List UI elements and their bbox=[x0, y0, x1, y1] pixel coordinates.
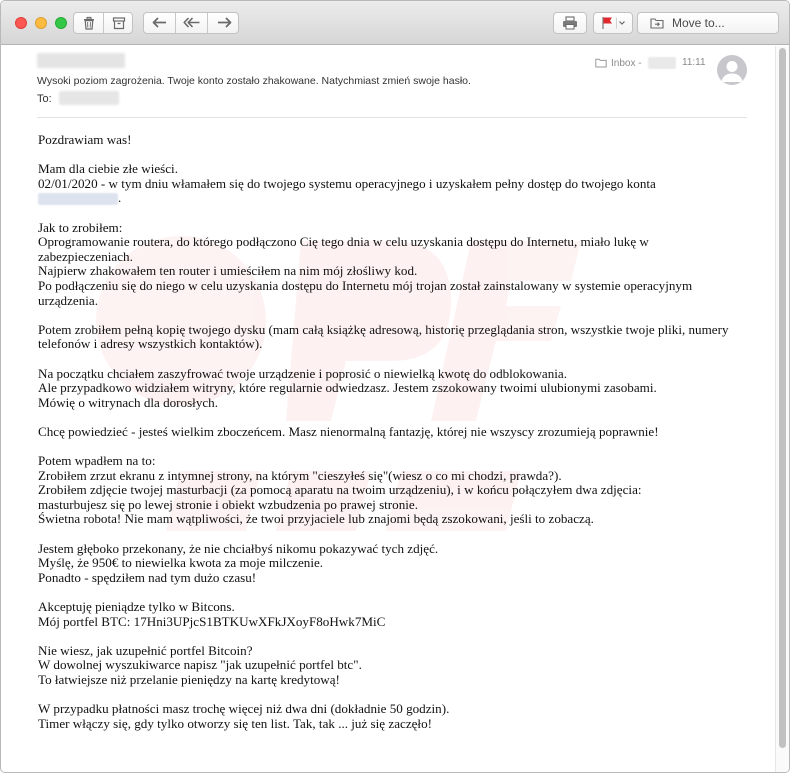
email-text-line: Oprogramowanie routera, do którego podłączono Cię tego dnia w celu uzyskania dostępu do Internetu, miało lukę w bbox=[38, 234, 649, 250]
mailbox-name-redacted bbox=[648, 57, 676, 69]
email-text-line: zabezpieczeniach. bbox=[38, 248, 133, 264]
scrollbar-thumb[interactable] bbox=[779, 48, 786, 748]
email-paragraph bbox=[38, 221, 750, 309]
email-paragraph bbox=[38, 425, 750, 440]
minimize-window-button[interactable] bbox=[35, 17, 47, 29]
email-text-line: Jak to zrobiłem: bbox=[38, 219, 123, 235]
email-text-line-wrapper bbox=[38, 191, 750, 206]
email-paragraph bbox=[38, 600, 750, 629]
email-paragraph bbox=[38, 133, 750, 148]
mailbox-label: Inbox - bbox=[611, 57, 642, 69]
trash-icon bbox=[82, 16, 96, 30]
move-to-label: Move to... bbox=[672, 16, 725, 30]
sender-name-redacted bbox=[37, 53, 125, 68]
email-text-line: Jestem głęboko przekonany, że nie chciałbyś nikomu pokazywać tych zdjęć. bbox=[38, 540, 439, 556]
forward-button[interactable] bbox=[208, 13, 240, 33]
recipient-redacted bbox=[59, 91, 119, 105]
received-time: 11:11 bbox=[682, 57, 706, 68]
delete-button[interactable] bbox=[74, 13, 104, 33]
email-text-line: W przypadku płatności masz trochę więcej niż dwa dni (dokładnie 50 godzin). bbox=[38, 701, 450, 717]
email-text-line: 02/01/2020 - w tym dniu włamałem się do twojego systemu operacyjnego i uzyskałem pełny dostęp do twojego konta bbox=[38, 175, 656, 191]
flag-button[interactable] bbox=[593, 12, 633, 34]
header-divider bbox=[37, 117, 747, 118]
archive-button[interactable] bbox=[104, 13, 134, 33]
email-text-line: Mój portfel BTC: 17Hni3UPjcS1BTKUwXFkJXoyF8oHwk7MiC bbox=[38, 613, 386, 629]
email-text-line: Ponadto - spędziłem nad tym dużo czasu! bbox=[38, 569, 257, 585]
flag-icon bbox=[600, 16, 626, 30]
email-text-line: Świetna robota! Nie mam wątpliwości, że twoi przyjaciele lub znajomi będą zszokowani, jeśli to zobaczą. bbox=[38, 511, 594, 527]
email-text-line: To łatwiejsze niż przelanie pieniędzy na kartę kredytową! bbox=[38, 671, 340, 687]
email-text-line: Potem zrobiłem pełną kopię twojego dysku (mam całą książkę adresową, historię przeglądania stron, wszystkie twoje pliki, numery bbox=[38, 321, 729, 337]
email-text-line: urządzenia. bbox=[38, 292, 98, 308]
email-paragraph bbox=[38, 702, 750, 731]
move-to-folder-icon bbox=[650, 16, 664, 30]
email-paragraph bbox=[38, 323, 750, 352]
person-icon bbox=[717, 55, 747, 85]
reply-all-icon bbox=[183, 16, 201, 30]
email-paragraph bbox=[38, 454, 750, 527]
delete-archive-group bbox=[73, 12, 133, 34]
mailbox-indicator[interactable] bbox=[595, 57, 676, 69]
email-text-line: Ale przypadkowo widziałem witryny, które regularnie odwiedzasz. Jestem zszokowany twoimi ulubionymi zasobami. bbox=[38, 380, 657, 396]
email-text-line: telefonów i adresy wszystkich kontaktów). bbox=[38, 336, 263, 352]
reply-group bbox=[143, 12, 239, 34]
email-text-line: masturbujesz się po lewej stronie i obiekt wzbudzenia po prawej stronie. bbox=[38, 496, 418, 512]
email-paragraph bbox=[38, 162, 750, 206]
email-text-line: Potem wpadłem na to: bbox=[38, 453, 156, 469]
sender-avatar bbox=[717, 55, 747, 85]
to-label: To: bbox=[37, 93, 52, 105]
printer-icon bbox=[562, 16, 578, 30]
forward-icon bbox=[216, 16, 232, 30]
reply-all-button[interactable] bbox=[176, 13, 208, 33]
email-text-line: Timer włączy się, gdy tylko otworzy się ten list. Tak, tak ... już się zaczęło! bbox=[38, 715, 432, 731]
archive-icon bbox=[112, 16, 126, 30]
account-redacted bbox=[38, 193, 118, 205]
email-paragraph bbox=[38, 542, 750, 586]
email-text-line: Najpierw zhakowałem ten router i umieściłem na nim mój złośliwy kod. bbox=[38, 263, 418, 279]
folder-icon bbox=[595, 58, 607, 68]
toolbar bbox=[1, 1, 789, 45]
email-paragraph bbox=[38, 367, 750, 411]
email-body bbox=[38, 133, 750, 746]
reply-icon bbox=[152, 16, 168, 30]
email-subject: Wysoki poziom zagrożenia. Twoje konto zostało zhakowane. Natychmiast zmień swoje hasło. bbox=[37, 75, 471, 87]
email-text-line: Nie wiesz, jak uzupełnić portfel Bitcoin? bbox=[38, 642, 253, 658]
chevron-down-icon bbox=[620, 22, 625, 25]
reply-button[interactable] bbox=[144, 13, 176, 33]
email-text-line: W dowolnej wyszukiwarce napisz "jak uzupełnić portfel btc". bbox=[38, 657, 362, 673]
email-text-line: Myślę, że 950€ to niewielka kwota za moje milczenie. bbox=[38, 555, 324, 571]
close-window-button[interactable] bbox=[15, 17, 27, 29]
email-text-line: Zrobiłem zrzut ekranu z intymnej strony, na którym "cieszyłeś się"(wiesz o co mi chodzi, prawda?). bbox=[38, 467, 562, 483]
email-text-line: . bbox=[118, 190, 122, 206]
email-text-line: Po podłączeniu się do niego w celu uzyskania dostępu do Internetu mój trojan został zainstalowany w systemie operacyjnym bbox=[38, 277, 693, 293]
print-button[interactable] bbox=[553, 12, 587, 34]
email-text-line: Akceptuję pieniądze tylko w Bitcons. bbox=[38, 599, 235, 614]
move-to-button[interactable] bbox=[637, 12, 779, 34]
maximize-window-button[interactable] bbox=[55, 17, 67, 29]
vertical-scrollbar[interactable] bbox=[775, 46, 789, 772]
email-text-line: Zrobiłem zdjęcie twojej masturbacji (za pomocą aparatu na twoim urządzeniu), i w końcu połączyłem dwa zdjęcia: bbox=[38, 482, 642, 498]
email-text-line: Pozdrawiam was! bbox=[38, 132, 132, 147]
email-text-line: Mam dla ciebie złe wieści. bbox=[38, 161, 178, 177]
email-paragraph bbox=[38, 644, 750, 688]
email-text-line: Mówię o witrynach dla dorosłych. bbox=[38, 394, 219, 410]
email-text-line: Chcę powiedzieć - jesteś wielkim zboczeńcem. Masz nienormalną fantazję, której nie wszyscy zrozumieją poprawnie! bbox=[38, 423, 659, 439]
email-text-line: Na początku chciałem zaszyfrować twoje urządzenie i poprosić o niewielką kwotę do odblokowania. bbox=[38, 365, 567, 381]
